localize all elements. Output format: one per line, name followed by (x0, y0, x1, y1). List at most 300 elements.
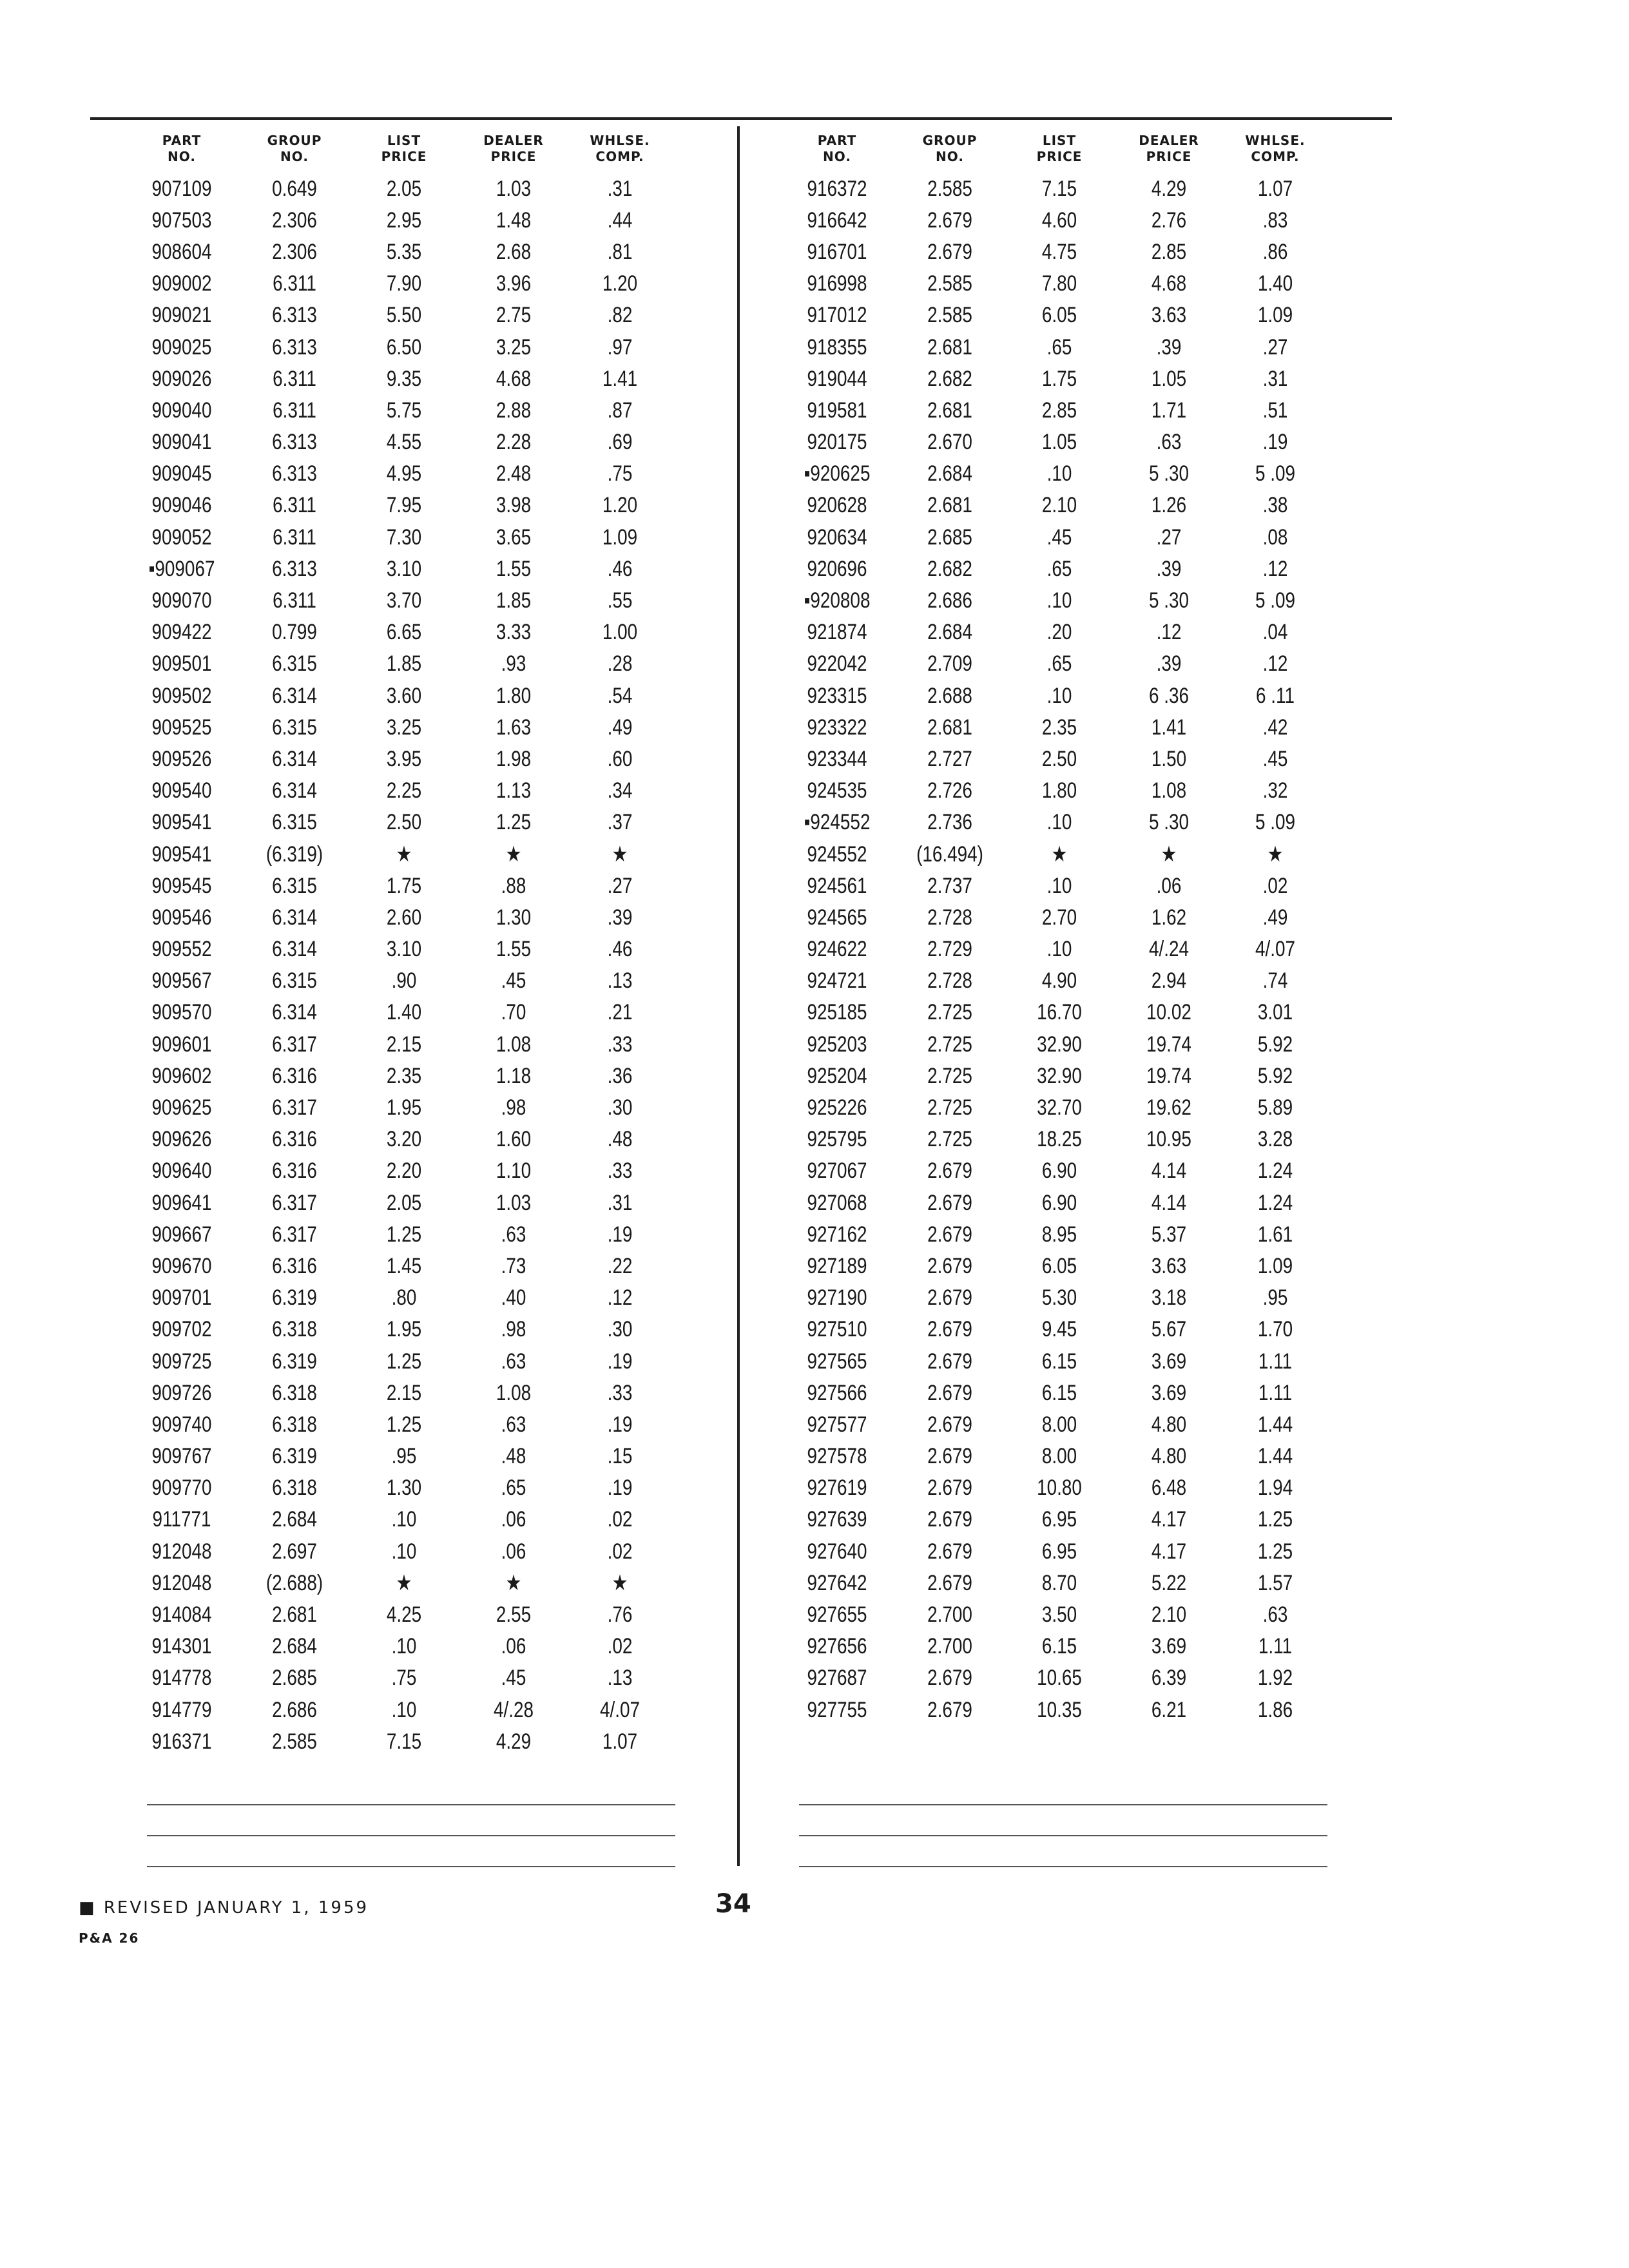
cell-dealer-price: .73 (501, 1253, 526, 1278)
table-row (779, 743, 1359, 774)
cell-group-no: (6.319) (265, 841, 323, 867)
cell-part-no: 909770 (151, 1475, 212, 1501)
cell-part-no: 920696 (807, 556, 867, 581)
cell-part-no: 911771 (152, 1507, 211, 1532)
cell-part-no: 923322 (807, 715, 867, 740)
table-row (124, 584, 704, 616)
cell-part-no: 907109 (151, 176, 212, 201)
cell-dealer-price: 1.30 (496, 905, 532, 930)
cell-part-no: 909540 (151, 778, 212, 803)
table-row (124, 838, 704, 870)
cell-part-no: 924561 (807, 873, 867, 898)
cell-whlse-comp: .83 (1262, 207, 1288, 233)
cell-whlse-comp: 1.92 (1257, 1666, 1293, 1691)
cell-part-no: 909002 (151, 271, 212, 296)
cell-whlse-comp: 1.44 (1257, 1412, 1293, 1437)
cell-dealer-price: 4.14 (1151, 1190, 1187, 1215)
cell-dealer-price: .63 (501, 1412, 526, 1437)
table-row (779, 553, 1359, 584)
cell-dealer-price: .93 (501, 651, 526, 677)
cell-group-no: 6.313 (272, 461, 317, 486)
cell-part-no: 912048 (151, 1539, 212, 1564)
cell-dealer-price: 1.18 (496, 1063, 532, 1088)
cell-list-price: 6.05 (1041, 1253, 1077, 1278)
cell-whlse-comp: .33 (607, 1380, 633, 1405)
cell-list-price: 6.90 (1041, 1190, 1077, 1215)
cell-part-no: 923315 (807, 683, 867, 708)
table-row (779, 1662, 1359, 1694)
cell-dealer-price: 1.08 (496, 1032, 532, 1057)
table-row (124, 965, 704, 997)
cell-list-price: 2.60 (386, 905, 422, 930)
cell-part-no: 925203 (807, 1032, 867, 1057)
cell-whlse-comp: .33 (607, 1158, 633, 1184)
table-row (779, 648, 1359, 680)
cell-group-no: 2.679 (927, 1666, 972, 1691)
cell-group-no: 2.682 (927, 366, 972, 391)
cell-part-no: 909570 (151, 1000, 212, 1025)
cell-dealer-price: ★ (1161, 841, 1177, 867)
cell-dealer-price: .48 (501, 1444, 526, 1469)
cell-dealer-price: 4/.24 (1148, 937, 1190, 962)
cell-list-price: 1.25 (386, 1412, 422, 1437)
cell-whlse-comp: 4/.07 (1255, 937, 1296, 962)
cell-part-no: 909501 (151, 651, 212, 677)
table-row (779, 1694, 1359, 1725)
cell-dealer-price: 10.02 (1146, 1000, 1191, 1025)
table-row (779, 1504, 1359, 1535)
cell-part-no: 914779 (151, 1697, 212, 1722)
table-row (124, 1060, 704, 1091)
table-row (124, 1441, 704, 1472)
cell-part-no: 924565 (807, 905, 867, 930)
cell-group-no: (16.494) (916, 841, 983, 867)
table-row (779, 458, 1359, 490)
header-part-no: PART NO. (817, 133, 857, 164)
cell-group-no: 2.700 (927, 1634, 972, 1659)
cell-whlse-comp: .46 (607, 556, 633, 581)
cell-dealer-price: 1.98 (496, 746, 532, 771)
cell-list-price: 4.55 (386, 430, 422, 455)
cell-dealer-price: 5 .30 (1148, 588, 1190, 613)
cell-list-price: 10.80 (1037, 1475, 1082, 1501)
cell-part-no: 908604 (151, 239, 212, 264)
cell-list-price: 1.40 (386, 1000, 422, 1025)
cell-group-no: 6.319 (272, 1444, 317, 1469)
table-row (124, 1250, 704, 1282)
right-price-table (779, 133, 1359, 1725)
table-row (124, 901, 704, 933)
cell-list-price: 7.30 (386, 524, 422, 550)
cell-part-no: 909602 (151, 1063, 212, 1088)
cell-group-no: 6.318 (272, 1475, 317, 1501)
cell-group-no: 2.679 (927, 1570, 972, 1595)
cell-part-no: 909045 (151, 461, 212, 486)
cell-list-price: 8.70 (1041, 1570, 1077, 1595)
cell-part-no: 927656 (807, 1634, 867, 1659)
cell-list-price: 1.30 (386, 1475, 422, 1501)
table-row (124, 521, 704, 553)
cell-part-no: 909641 (151, 1190, 212, 1215)
cell-group-no: 2.686 (927, 588, 972, 613)
cell-list-price: .10 (391, 1634, 417, 1659)
cell-dealer-price: 3.63 (1151, 1253, 1187, 1278)
cell-list-price: 1.80 (1041, 778, 1077, 803)
table-row (124, 1504, 704, 1535)
cell-part-no: 909725 (151, 1349, 212, 1374)
cell-group-no: 2.685 (272, 1666, 317, 1691)
cell-whlse-comp: .19 (607, 1349, 633, 1374)
cell-list-price: 6.15 (1041, 1634, 1077, 1659)
cell-group-no: 6.317 (272, 1190, 317, 1215)
cell-group-no: 6.315 (272, 715, 317, 740)
cell-whlse-comp: ★ (612, 1570, 628, 1595)
cell-dealer-price: 10.95 (1146, 1127, 1191, 1152)
cell-list-price: 5.75 (386, 398, 422, 423)
cell-whlse-comp: 1.94 (1257, 1475, 1293, 1501)
cell-group-no: 2.679 (927, 207, 972, 233)
cell-list-price: .75 (391, 1666, 417, 1691)
cell-group-no: 6.311 (273, 271, 316, 296)
cell-dealer-price: 4.80 (1151, 1412, 1187, 1437)
cell-part-no: 909640 (151, 1158, 212, 1184)
cell-group-no: 2.681 (927, 715, 972, 740)
cell-list-price: 4.90 (1041, 968, 1077, 994)
cell-dealer-price: 3.18 (1151, 1285, 1187, 1311)
cell-dealer-price: .65 (501, 1475, 526, 1501)
cell-part-no: 909552 (151, 937, 212, 962)
cell-dealer-price: .39 (1156, 556, 1182, 581)
cell-part-no: 909546 (151, 905, 212, 930)
cell-list-price: 2.15 (386, 1380, 422, 1405)
cell-list-price: 32.70 (1037, 1095, 1082, 1120)
cell-whlse-comp: 1.09 (602, 524, 638, 550)
table-row (779, 521, 1359, 553)
cell-dealer-price: .27 (1156, 524, 1182, 550)
cell-list-price: 5.30 (1041, 1285, 1077, 1311)
cell-list-price: .10 (1046, 683, 1072, 708)
cell-whlse-comp: 1.70 (1257, 1317, 1293, 1342)
cell-dealer-price: .39 (1156, 334, 1182, 360)
cell-list-price: 2.35 (1041, 715, 1077, 740)
cell-part-no: 909525 (151, 715, 212, 740)
table-row (779, 1187, 1359, 1218)
cell-group-no: 2.679 (927, 1380, 972, 1405)
cell-part-no: 909701 (151, 1285, 212, 1311)
table-row (124, 1408, 704, 1440)
cell-part-no: 924552 (807, 841, 867, 867)
cell-part-no: 916998 (807, 271, 867, 296)
cell-dealer-price: 1.80 (496, 683, 532, 708)
cell-list-price: 2.85 (1041, 398, 1077, 423)
cell-list-price: 1.45 (386, 1253, 422, 1278)
cell-group-no: 2.726 (927, 778, 972, 803)
table-row (779, 427, 1359, 458)
cell-whlse-comp: 1.25 (1257, 1507, 1293, 1532)
header-whlse-comp: WHLSE. COMP. (1245, 133, 1306, 164)
table-row (779, 934, 1359, 965)
cell-dealer-price: .98 (501, 1095, 526, 1120)
cell-whlse-comp: .38 (1262, 493, 1288, 518)
cell-part-no: 916642 (807, 207, 867, 233)
cell-group-no: 6.315 (272, 810, 317, 835)
cell-whlse-comp: .12 (607, 1285, 633, 1311)
cell-list-price: .10 (391, 1697, 417, 1722)
cell-part-no: 920634 (807, 524, 867, 550)
cell-whlse-comp: .81 (607, 239, 633, 264)
cell-part-no: 922042 (807, 651, 867, 677)
cell-whlse-comp: .30 (607, 1317, 633, 1342)
cell-list-price: 3.25 (386, 715, 422, 740)
cell-dealer-price: 4.14 (1151, 1158, 1187, 1184)
cell-dealer-price: 3.69 (1151, 1349, 1187, 1374)
cell-dealer-price: 2.48 (496, 461, 532, 486)
cell-dealer-price: 19.74 (1146, 1063, 1191, 1088)
cell-dealer-price: .06 (501, 1634, 526, 1659)
cell-list-price: .10 (391, 1507, 417, 1532)
cell-list-price: 1.85 (386, 651, 422, 677)
cell-whlse-comp: .31 (607, 1190, 633, 1215)
cell-whlse-comp: 1.61 (1257, 1222, 1293, 1247)
header-list-price: LIST PRICE (1036, 133, 1083, 164)
cell-list-price: 5.35 (386, 239, 422, 264)
cell-group-no: 6.311 (273, 493, 316, 518)
cell-whlse-comp: .95 (1262, 1285, 1288, 1311)
cell-group-no: 2.670 (927, 430, 972, 455)
cell-group-no: 6.311 (273, 524, 316, 550)
table-row (124, 1599, 704, 1630)
cell-whlse-comp: .75 (607, 461, 633, 486)
cell-list-price: 1.25 (386, 1222, 422, 1247)
cell-part-no: 920175 (807, 430, 867, 455)
table-row (779, 331, 1359, 363)
cell-whlse-comp: 1.11 (1258, 1349, 1293, 1374)
cell-whlse-comp: .13 (607, 1666, 633, 1691)
table-row (124, 743, 704, 774)
table-row (124, 1155, 704, 1187)
table-row (124, 553, 704, 584)
table-row (124, 1091, 704, 1123)
cell-list-price: 8.95 (1041, 1222, 1077, 1247)
cell-dealer-price: 3.33 (496, 620, 532, 645)
cell-dealer-price: 1.55 (496, 937, 532, 962)
cell-whlse-comp: .21 (607, 1000, 633, 1025)
cell-list-price: .45 (1046, 524, 1072, 550)
cell-dealer-price: 1.41 (1151, 715, 1187, 740)
table-row (779, 1218, 1359, 1250)
table-row (124, 394, 704, 426)
cell-whlse-comp: .97 (607, 334, 633, 360)
cell-list-price: 7.90 (386, 271, 422, 296)
cell-part-no: 909541 (151, 810, 212, 835)
cell-group-no: 2.709 (927, 651, 972, 677)
header-dealer-price: DEALER PRICE (483, 133, 544, 164)
cell-whlse-comp: .44 (607, 207, 633, 233)
cell-dealer-price: 2.94 (1151, 968, 1187, 994)
cell-group-no: 2.679 (927, 1317, 972, 1342)
cell-list-price: 1.75 (1041, 366, 1077, 391)
table-row (124, 1124, 704, 1155)
table-row (779, 870, 1359, 901)
cell-list-price: 6.90 (1041, 1158, 1077, 1184)
cell-dealer-price: 2.85 (1151, 239, 1187, 264)
cell-whlse-comp: 4/.07 (599, 1697, 641, 1722)
cell-dealer-price: .06 (501, 1539, 526, 1564)
cell-group-no: (2.688) (265, 1570, 323, 1595)
cell-group-no: 6.314 (272, 1000, 317, 1025)
cell-dealer-price: 19.62 (1146, 1095, 1191, 1120)
left-price-table (124, 133, 704, 1757)
cell-part-no: 919581 (807, 398, 867, 423)
cell-list-price: 6.15 (1041, 1349, 1077, 1374)
right-table-body (779, 173, 1359, 1725)
cell-part-no: 924622 (807, 937, 867, 962)
cell-group-no: 6.318 (272, 1412, 317, 1437)
cell-whlse-comp: .30 (607, 1095, 633, 1120)
cell-whlse-comp: .54 (607, 683, 633, 708)
cell-group-no: 6.315 (272, 968, 317, 994)
cell-group-no: 6.314 (272, 746, 317, 771)
table-row (124, 1028, 704, 1060)
cell-dealer-price: 1.48 (496, 207, 532, 233)
cell-part-no: 907503 (151, 207, 212, 233)
cell-group-no: 2.684 (927, 620, 972, 645)
cell-group-no: 2.725 (927, 1063, 972, 1088)
cell-list-price: 1.75 (386, 873, 422, 898)
cell-group-no: 2.679 (927, 1253, 972, 1278)
cell-whlse-comp: .48 (607, 1127, 633, 1152)
cell-whlse-comp: 1.07 (602, 1729, 638, 1754)
cell-dealer-price: 6.21 (1151, 1697, 1187, 1722)
cell-part-no: 927619 (807, 1475, 867, 1501)
page-number: 34 (715, 1889, 751, 1919)
cell-list-price: 1.95 (386, 1095, 422, 1120)
cell-whlse-comp: .49 (1262, 905, 1288, 930)
cell-list-price: 9.35 (386, 366, 422, 391)
cell-part-no: 909040 (151, 398, 212, 423)
cell-group-no: 2.679 (927, 1539, 972, 1564)
table-row (779, 965, 1359, 997)
cell-list-price: 3.60 (386, 683, 422, 708)
cell-group-no: 6.316 (272, 1253, 317, 1278)
cell-part-no: 909046 (151, 493, 212, 518)
cell-list-price: 7.15 (386, 1729, 422, 1754)
cell-group-no: 2.682 (927, 556, 972, 581)
table-row (124, 870, 704, 901)
cell-dealer-price: 1.03 (496, 176, 532, 201)
cell-group-no: 6.314 (272, 937, 317, 962)
cell-group-no: 2.684 (272, 1634, 317, 1659)
cell-dealer-price: ★ (505, 1570, 522, 1595)
table-row (124, 1345, 704, 1377)
cell-whlse-comp: 1.11 (1258, 1380, 1293, 1405)
table-row (124, 997, 704, 1028)
cell-part-no: 927578 (807, 1444, 867, 1469)
cell-whlse-comp: 5.89 (1257, 1095, 1293, 1120)
cell-dealer-price: .06 (1156, 873, 1182, 898)
right-table-header (779, 133, 1359, 173)
cell-group-no: 2.736 (927, 810, 972, 835)
cell-dealer-price: 19.74 (1146, 1032, 1191, 1057)
column-divider (737, 126, 740, 1866)
cell-group-no: 2.737 (927, 873, 972, 898)
cell-part-no: 927655 (807, 1602, 867, 1628)
cell-list-price: .10 (1046, 810, 1072, 835)
cell-dealer-price: 2.28 (496, 430, 532, 455)
cell-list-price: 2.25 (386, 778, 422, 803)
cell-whlse-comp: 1.00 (602, 620, 638, 645)
cell-group-no: 2.585 (272, 1729, 317, 1754)
table-row (779, 1314, 1359, 1345)
cell-whlse-comp: .12 (1262, 651, 1288, 677)
table-row (124, 934, 704, 965)
cell-part-no: 923344 (807, 746, 867, 771)
cell-list-price: 2.70 (1041, 905, 1077, 930)
cell-whlse-comp: .04 (1262, 620, 1288, 645)
cell-whlse-comp: 5 .09 (1255, 461, 1296, 486)
cell-group-no: 2.681 (927, 398, 972, 423)
table-row (124, 1662, 704, 1694)
cell-group-no: 6.317 (272, 1095, 317, 1120)
top-rule (90, 117, 1392, 120)
header-part-no: PART NO. (162, 133, 202, 164)
cell-list-price: 10.65 (1037, 1666, 1082, 1691)
cell-part-no: 909625 (151, 1095, 212, 1120)
cell-dealer-price: .40 (501, 1285, 526, 1311)
table-row (124, 268, 704, 300)
cell-part-no: 927577 (807, 1412, 867, 1437)
cell-part-no: 909545 (151, 873, 212, 898)
cell-group-no: 2.688 (927, 683, 972, 708)
cell-whlse-comp: ★ (612, 841, 628, 867)
cell-part-no: 927510 (807, 1317, 867, 1342)
cell-whlse-comp: .02 (607, 1507, 633, 1532)
cell-dealer-price: 1.63 (496, 715, 532, 740)
cell-group-no: 6.318 (272, 1380, 317, 1405)
cell-dealer-price: 1.71 (1151, 398, 1187, 423)
table-row (779, 1408, 1359, 1440)
cell-group-no: 6.316 (272, 1063, 317, 1088)
cell-whlse-comp: .76 (607, 1602, 633, 1628)
cell-group-no: 6.313 (272, 556, 317, 581)
cell-part-no: 925185 (807, 1000, 867, 1025)
cell-group-no: 6.314 (272, 683, 317, 708)
cell-part-no: 909052 (151, 524, 212, 550)
cell-dealer-price: 1.60 (496, 1127, 532, 1152)
cell-whlse-comp: .32 (1262, 778, 1288, 803)
cell-whlse-comp: 3.28 (1257, 1127, 1293, 1152)
cell-whlse-comp: 5 .09 (1255, 588, 1296, 613)
header-group-no: GROUP NO. (267, 133, 322, 164)
cell-part-no: 909767 (151, 1444, 212, 1469)
cell-list-price: 10.35 (1037, 1697, 1082, 1722)
cell-group-no: 2.728 (927, 905, 972, 930)
table-row (779, 1377, 1359, 1408)
cell-whlse-comp: .02 (607, 1634, 633, 1659)
header-group-no: GROUP NO. (922, 133, 978, 164)
cell-whlse-comp: .86 (1262, 239, 1288, 264)
table-row (124, 236, 704, 267)
cell-dealer-price: ★ (505, 841, 522, 867)
cell-part-no: 927189 (807, 1253, 867, 1278)
cell-whlse-comp: 1.40 (1257, 271, 1293, 296)
cell-list-price: 6.95 (1041, 1539, 1077, 1564)
cell-list-price: .95 (391, 1444, 417, 1469)
cell-whlse-comp: .69 (607, 430, 633, 455)
cell-dealer-price: 4.80 (1151, 1444, 1187, 1469)
cell-dealer-price: .12 (1156, 620, 1182, 645)
cell-whlse-comp: 3.01 (1257, 1000, 1293, 1025)
